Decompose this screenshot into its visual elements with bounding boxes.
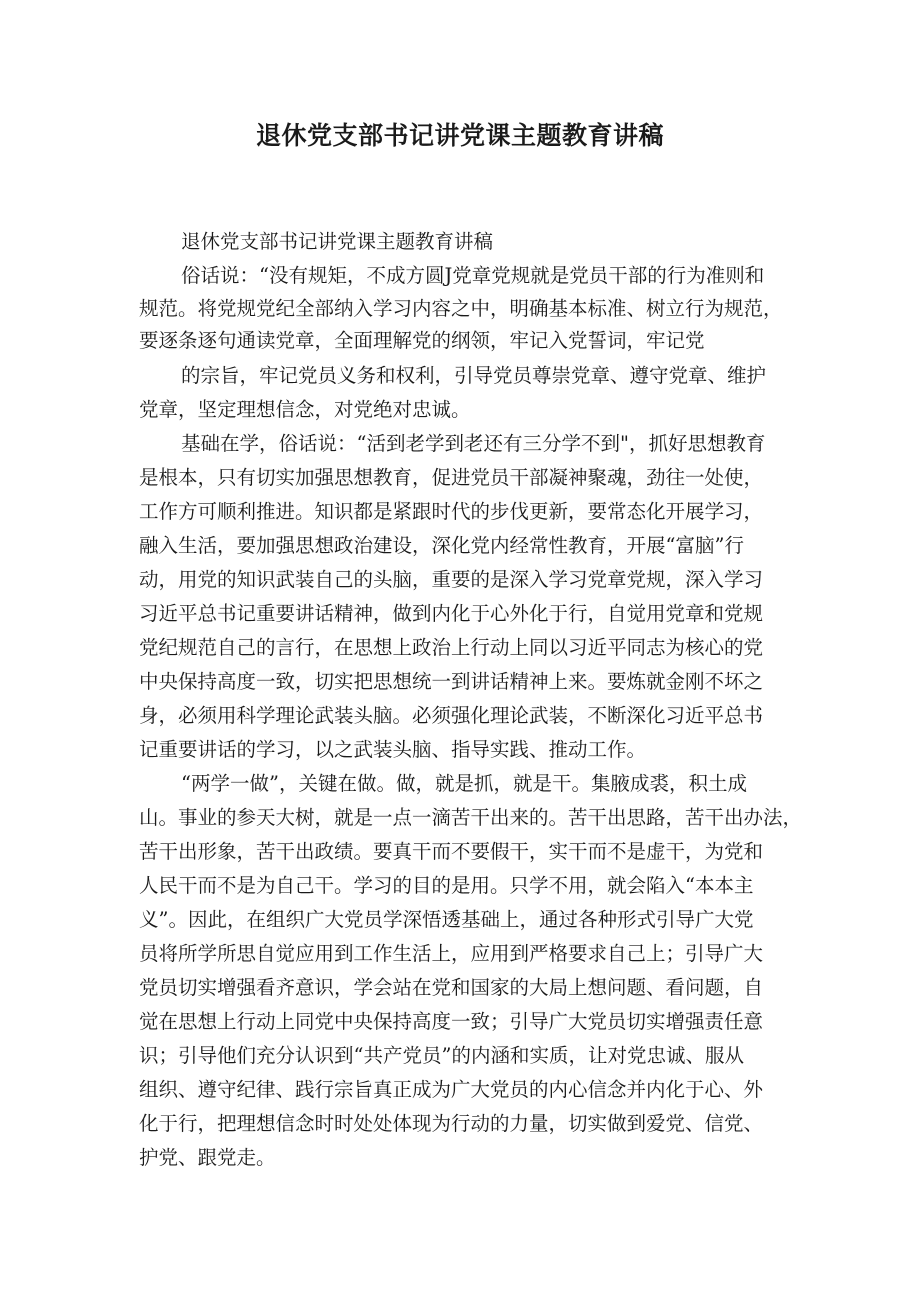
text-line: 党纪规范自己的言行，在思想上政治上行动上同以习近平同志为核心的党 (139, 636, 764, 659)
text-line: 融入生活，要加强思想政治建设，深化党内经常性教育，开展“富脑”行 (139, 534, 744, 557)
text-line: 工作方可顺利推进。知识都是紧跟时代的步伐更新，要常态化开展学习， (139, 500, 764, 523)
document-subtitle: 退休党支部书记讲党课主题教育讲稿 (181, 230, 494, 253)
text-line: 人民干而不是为自己干。学习的目的是用。只学不用，就会陷入“本本主 (139, 874, 754, 897)
text-line: 习近平总书记重要讲话精神，做到内化于心外化于行，自觉用党章和党规 (139, 602, 764, 625)
text-line: 是根本，只有切实加强思想教育，促进党员干部凝神聚魂，劲往一处使， (139, 466, 764, 489)
text-line: 的宗旨，牢记党员义务和权利，引导党员尊崇党章、遵守党章、维护 (181, 364, 767, 387)
text-line: 记重要讲话的学习，以之武装头脑、指导实践、推动工作。 (139, 738, 647, 761)
text-line: 组织、遵守纪律、践行宗旨真正成为广大党员的内心信念并内化于心、外 (139, 1078, 764, 1101)
text-line: 党员切实增强看齐意识，学会站在党和国家的大局上想问题、看问题，自 (139, 976, 764, 999)
text-line: 规范。将党规党纪全部纳入学习内容之中，明确基本标准、树立行为规范， (139, 297, 783, 320)
text-line: 化于行，把理想信念时时处处体现为行动的力量，切实做到爱党、信党、 (139, 1112, 764, 1135)
text-line: 觉在思想上行动上同党中央保持高度一致；引导广大党员切实增强责任意 (139, 1010, 764, 1033)
text-line: 山。事业的参天大树，就是一点一滴苦干出来的。苦干出思路，苦干出办法， (139, 806, 803, 829)
text-line: 义”。因此，在组织广大党员学深悟透基础上，通过各种形式引导广大党 (139, 908, 754, 931)
text-line: 身，必须用科学理论武装头脑。必须强化理论武装，不断深化习近平总书 (139, 704, 764, 727)
document-title: 退休党支部书记讲党课主题教育讲稿 (255, 121, 664, 150)
text-line: 要逐条逐句通读党章，全面理解党的纲领，牢记入党誓词，牢记党 (139, 329, 705, 352)
text-line: 俗话说：“没有规矩，不成方圆J党章党规就是党员干部的行为准则和 (181, 264, 765, 287)
text-line: 识；引导他们充分认识到“共产党员”的内涵和实质，让对党忠诚、服从 (139, 1044, 744, 1067)
text-line: 基础在学，俗话说：“活到老学到老还有三分学不到"，抓好思想教育 (181, 432, 766, 455)
text-line: 员将所学所思自觉应用到工作生活上，应用到严格要求自己上；引导广大 (139, 942, 764, 965)
text-line: 党章，坚定理想信念，对党绝对忠诚。 (139, 398, 471, 421)
text-line: 护党、跟党走。 (139, 1146, 276, 1169)
text-line: 动，用党的知识武装自己的头脑，重要的是深入学习党章党规，深入学习 (139, 568, 764, 591)
text-line: “两学一做”，关键在做。做，就是抓，就是干。集腋成裘，积土成 (181, 772, 747, 795)
text-line: 中央保持高度一致，切实把思想统一到讲话精神上来。要炼就金刚不坏之 (139, 670, 764, 693)
text-line: 苦干出形象，苦干出政绩。要真干而不要假干，实干而不是虚干，为党和 (139, 840, 764, 863)
